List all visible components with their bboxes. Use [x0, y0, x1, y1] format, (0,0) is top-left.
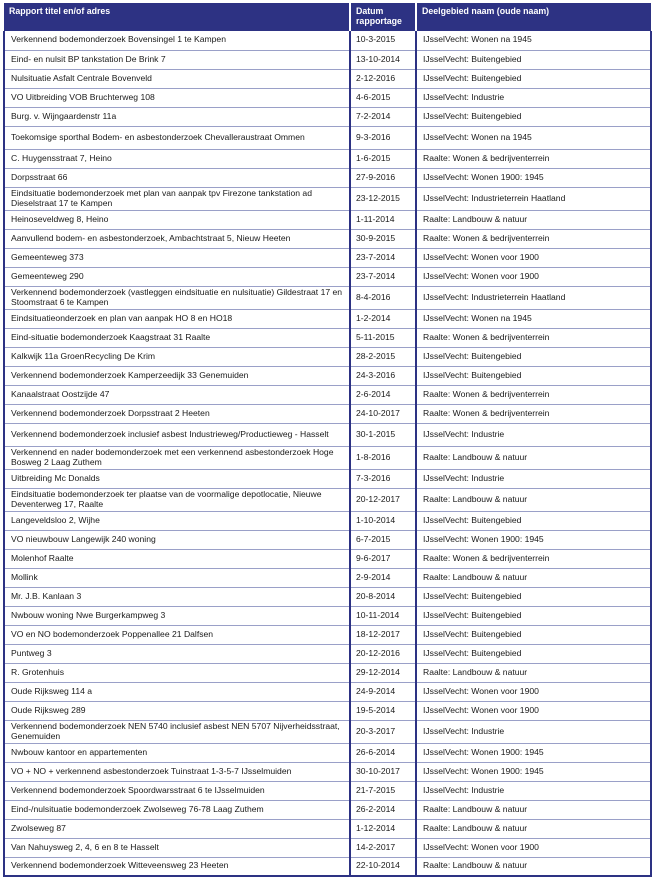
- table-row: [4, 385, 651, 404]
- subarea-cell: IJsselVecht: Industrieterrein Haatland: [416, 187, 651, 210]
- header-report-title: Rapport titel en/of adres: [4, 3, 350, 31]
- report-title-cell: Verkennend bodemonderzoek (vastleggen eindsituatie en nulsituatie) Gildestraat 17 en Stoomstraat 6 te Kampen: [4, 286, 350, 309]
- report-title-cell: Heinoseveldweg 8, Heino: [4, 210, 350, 229]
- report-title-cell: C. Huygensstraat 7, Heino: [4, 149, 350, 168]
- table-header: [4, 3, 651, 31]
- subarea-cell: IJsselVecht: Industrie: [416, 423, 651, 446]
- table-row: [4, 366, 651, 385]
- subarea-cell: IJsselVecht: Buitengebied: [416, 347, 651, 366]
- report-title-cell: Nulsituatie Asfalt Centrale Bovenveld: [4, 69, 350, 88]
- subarea-cell: IJsselVecht: Industrie: [416, 781, 651, 800]
- table-row: [4, 488, 651, 511]
- table-row: [4, 625, 651, 644]
- report-title-cell: Eindsituatie bodemonderzoek ter plaatse van de voormalige depotlocatie, Nieuwe Deventerweg 17, Raalte: [4, 488, 350, 511]
- subarea-cell: Raalte: Landbouw & natuur: [416, 488, 651, 511]
- report-title-cell: Verkennend bodemonderzoek Kamperzeedijk 33 Genemuiden: [4, 366, 350, 385]
- table-row: [4, 286, 651, 309]
- table-row: [4, 309, 651, 328]
- subarea-cell: Raalte: Wonen & bedrijventerrein: [416, 328, 651, 347]
- report-date-cell: 1-2-2014: [350, 309, 416, 328]
- table-row: [4, 857, 651, 876]
- table-row: [4, 469, 651, 488]
- table-row: [4, 762, 651, 781]
- subarea-cell: IJsselVecht: Industrieterrein Haatland: [416, 286, 651, 309]
- report-date-cell: 14-2-2017: [350, 838, 416, 857]
- header-row: [4, 3, 651, 31]
- table-row: [4, 819, 651, 838]
- table-row: [4, 328, 651, 347]
- table-row: [4, 682, 651, 701]
- subarea-cell: Raalte: Landbouw & natuur: [416, 800, 651, 819]
- subarea-cell: IJsselVecht: Buitengebied: [416, 511, 651, 530]
- table-row: [4, 549, 651, 568]
- report-date-cell: 20-8-2014: [350, 587, 416, 606]
- report-date-cell: 21-7-2015: [350, 781, 416, 800]
- table-row: [4, 838, 651, 857]
- report-title-cell: Verkennend bodemonderzoek Spoordwarsstraat 6 te IJsselmuiden: [4, 781, 350, 800]
- report-title-cell: Van Nahuysweg 2, 4, 6 en 8 te Hasselt: [4, 838, 350, 857]
- subarea-cell: Raalte: Wonen & bedrijventerrein: [416, 149, 651, 168]
- report-date-cell: 24-3-2016: [350, 366, 416, 385]
- report-date-cell: 2-12-2016: [350, 69, 416, 88]
- report-title-cell: Aanvullend bodem- en asbestonderzoek, Ambachtstraat 5, Nieuw Heeten: [4, 229, 350, 248]
- subarea-cell: IJsselVecht: Wonen voor 1900: [416, 701, 651, 720]
- table-row: [4, 701, 651, 720]
- report-title-cell: Verkennend bodemonderzoek Dorpsstraat 2 Heeten: [4, 404, 350, 423]
- report-date-cell: 13-10-2014: [350, 50, 416, 69]
- report-title-cell: Eindsituatie bodemonderzoek met plan van aanpak tpv Firezone tankstation ad Dieselstraat 17 te Kampen: [4, 187, 350, 210]
- report-title-cell: Eindsituatieonderzoek en plan van aanpak HO 8 en HO18: [4, 309, 350, 328]
- report-date-cell: 1-11-2014: [350, 210, 416, 229]
- table-row: [4, 781, 651, 800]
- table-row: [4, 347, 651, 366]
- report-date-cell: 6-7-2015: [350, 530, 416, 549]
- report-date-cell: 29-12-2014: [350, 663, 416, 682]
- report-title-cell: Puntweg 3: [4, 644, 350, 663]
- table-row: [4, 644, 651, 663]
- subarea-cell: IJsselVecht: Wonen na 1945: [416, 126, 651, 149]
- report-date-cell: 4-6-2015: [350, 88, 416, 107]
- subarea-cell: IJsselVecht: Buitengebied: [416, 107, 651, 126]
- report-date-cell: 30-1-2015: [350, 423, 416, 446]
- table-row: [4, 187, 651, 210]
- subarea-cell: IJsselVecht: Wonen voor 1900: [416, 838, 651, 857]
- table-row: [4, 404, 651, 423]
- subarea-cell: Raalte: Landbouw & natuur: [416, 210, 651, 229]
- subarea-cell: IJsselVecht: Buitengebied: [416, 69, 651, 88]
- report-date-cell: 7-3-2016: [350, 469, 416, 488]
- report-title-cell: VO Uitbreiding VOB Bruchterweg 108: [4, 88, 350, 107]
- report-date-cell: 1-6-2015: [350, 149, 416, 168]
- report-date-cell: 10-11-2014: [350, 606, 416, 625]
- subarea-cell: Raalte: Wonen & bedrijventerrein: [416, 404, 651, 423]
- subarea-cell: Raalte: Landbouw & natuur: [416, 819, 651, 838]
- report-title-cell: Kanaalstraat Oostzijde 47: [4, 385, 350, 404]
- report-date-cell: 30-9-2015: [350, 229, 416, 248]
- report-title-cell: R. Grotenhuis: [4, 663, 350, 682]
- subarea-cell: IJsselVecht: Industrie: [416, 720, 651, 743]
- table-body: [4, 31, 651, 876]
- report-title-cell: Verkennend bodemonderzoek inclusief asbest Industrieweg/Productieweg - Hasselt: [4, 423, 350, 446]
- subarea-cell: IJsselVecht: Wonen voor 1900: [416, 248, 651, 267]
- report-date-cell: 24-9-2014: [350, 682, 416, 701]
- subarea-cell: IJsselVecht: Wonen na 1945: [416, 31, 651, 50]
- report-date-cell: 24-10-2017: [350, 404, 416, 423]
- table-row: [4, 168, 651, 187]
- report-date-cell: 7-2-2014: [350, 107, 416, 126]
- report-title-cell: VO + NO + verkennend asbestonderzoek Tuinstraat 1-3-5-7 IJsselmuiden: [4, 762, 350, 781]
- report-date-cell: 9-3-2016: [350, 126, 416, 149]
- report-title-cell: Langeveldsloo 2, Wijhe: [4, 511, 350, 530]
- table-row: [4, 149, 651, 168]
- table-row: [4, 267, 651, 286]
- report-title-cell: Uitbreiding Mc Donalds: [4, 469, 350, 488]
- report-title-cell: Verkennend bodemonderzoek Bovensingel 1 te Kampen: [4, 31, 350, 50]
- table-row: [4, 568, 651, 587]
- header-report-date: Datum rapportage: [350, 3, 416, 31]
- subarea-cell: Raalte: Landbouw & natuur: [416, 568, 651, 587]
- subarea-cell: IJsselVecht: Wonen voor 1900: [416, 682, 651, 701]
- subarea-cell: IJsselVecht: Buitengebied: [416, 625, 651, 644]
- report-date-cell: 1-10-2014: [350, 511, 416, 530]
- table-row: [4, 248, 651, 267]
- report-title-cell: Verkennend bodemonderzoek Witteveensweg 23 Heeten: [4, 857, 350, 876]
- table-row: [4, 511, 651, 530]
- table-row: [4, 31, 651, 50]
- subarea-cell: IJsselVecht: Wonen 1900: 1945: [416, 168, 651, 187]
- subarea-cell: Raalte: Wonen & bedrijventerrein: [416, 549, 651, 568]
- subarea-cell: IJsselVecht: Buitengebied: [416, 606, 651, 625]
- report-date-cell: 26-6-2014: [350, 743, 416, 762]
- report-date-cell: 30-10-2017: [350, 762, 416, 781]
- report-title-cell: VO en NO bodemonderzoek Poppenallee 21 Dalfsen: [4, 625, 350, 644]
- report-date-cell: 23-7-2014: [350, 248, 416, 267]
- subarea-cell: Raalte: Wonen & bedrijventerrein: [416, 385, 651, 404]
- report-title-cell: Mr. J.B. Kanlaan 3: [4, 587, 350, 606]
- subarea-cell: IJsselVecht: Wonen na 1945: [416, 309, 651, 328]
- header-subarea-name: Deelgebied naam (oude naam): [422, 6, 550, 16]
- table-row: [4, 423, 651, 446]
- report-date-cell: 1-8-2016: [350, 446, 416, 469]
- table-row: [4, 800, 651, 819]
- table-row: [4, 229, 651, 248]
- report-date-cell: 9-6-2017: [350, 549, 416, 568]
- report-title-cell: Zwolseweg 87: [4, 819, 350, 838]
- report-date-cell: 1-12-2014: [350, 819, 416, 838]
- report-title-cell: Toekomsige sporthal Bodem- en asbestonderzoek Chevalleraustraat Ommen: [4, 126, 350, 149]
- report-title-cell: Nwbouw woning Nwe Burgerkampweg 3: [4, 606, 350, 625]
- report-title-cell: Eind-situatie bodemonderzoek Kaagstraat 31 Raalte: [4, 328, 350, 347]
- report-title-cell: Eind- en nulsit BP tankstation De Brink 7: [4, 50, 350, 69]
- table-row: [4, 720, 651, 743]
- subarea-cell: Raalte: Landbouw & natuur: [416, 446, 651, 469]
- report-title-cell: Burg. v. Wijngaardenstr 11a: [4, 107, 350, 126]
- table-row: [4, 88, 651, 107]
- table-row: [4, 50, 651, 69]
- report-date-cell: 2-6-2014: [350, 385, 416, 404]
- table-row: [4, 69, 651, 88]
- report-title-cell: Nwbouw kantoor en appartementen: [4, 743, 350, 762]
- report-date-cell: 5-11-2015: [350, 328, 416, 347]
- report-title-cell: Verkennend bodemonderzoek NEN 5740 inclusief asbest NEN 5707 Nijverheidsstraat, Genemuiden: [4, 720, 350, 743]
- subarea-cell: IJsselVecht: Wonen 1900: 1945: [416, 762, 651, 781]
- table-row: [4, 126, 651, 149]
- table-row: [4, 587, 651, 606]
- report-title-cell: Oude Rijksweg 114 a: [4, 682, 350, 701]
- subarea-cell: IJsselVecht: Buitengebied: [416, 587, 651, 606]
- report-date-cell: 20-12-2017: [350, 488, 416, 511]
- subarea-cell: Raalte: Wonen & bedrijventerrein: [416, 229, 651, 248]
- report-table: [3, 3, 652, 877]
- report-date-cell: 8-4-2016: [350, 286, 416, 309]
- table-row: [4, 530, 651, 549]
- report-date-cell: 2-9-2014: [350, 568, 416, 587]
- subarea-cell: IJsselVecht: Industrie: [416, 469, 651, 488]
- subarea-cell: IJsselVecht: Wonen 1900: 1945: [416, 530, 651, 549]
- table-row: [4, 743, 651, 762]
- report-title-cell: Molenhof Raalte: [4, 549, 350, 568]
- table-row: [4, 606, 651, 625]
- report-title-cell: VO nieuwbouw Langewijk 240 woning: [4, 530, 350, 549]
- report-date-cell: 23-7-2014: [350, 267, 416, 286]
- report-date-cell: 18-12-2017: [350, 625, 416, 644]
- subarea-cell: IJsselVecht: Buitengebied: [416, 50, 651, 69]
- report-title-cell: Mollink: [4, 568, 350, 587]
- report-title-cell: Kalkwijk 11a GroenRecycling De Krim: [4, 347, 350, 366]
- subarea-cell: IJsselVecht: Wonen 1900: 1945: [416, 743, 651, 762]
- report-title-cell: Eind-/nulsituatie bodemonderzoek Zwolseweg 76-78 Laag Zuthem: [4, 800, 350, 819]
- subarea-cell: IJsselVecht: Industrie: [416, 88, 651, 107]
- report-date-cell: 20-3-2017: [350, 720, 416, 743]
- report-title-cell: Oude Rijksweg 289: [4, 701, 350, 720]
- subarea-cell: IJsselVecht: Buitengebied: [416, 644, 651, 663]
- report-date-cell: 27-9-2016: [350, 168, 416, 187]
- report-date-cell: 28-2-2015: [350, 347, 416, 366]
- subarea-cell: IJsselVecht: Wonen voor 1900: [416, 267, 651, 286]
- report-date-cell: 19-5-2014: [350, 701, 416, 720]
- subarea-cell: Raalte: Landbouw & natuur: [416, 663, 651, 682]
- subarea-cell: Raalte: Landbouw & natuur: [416, 857, 651, 876]
- report-date-cell: 20-12-2016: [350, 644, 416, 663]
- report-title-cell: Gemeenteweg 290: [4, 267, 350, 286]
- report-date-cell: 26-2-2014: [350, 800, 416, 819]
- table-row: [4, 107, 651, 126]
- report-date-cell: 22-10-2014: [350, 857, 416, 876]
- table-row: [4, 210, 651, 229]
- report-title-cell: Verkennend en nader bodemonderzoek met een verkennend asbestonderzoek Hoge Bosweg 2 Laag Zuthem: [4, 446, 350, 469]
- subarea-cell: IJsselVecht: Buitengebied: [416, 366, 651, 385]
- table-row: [4, 663, 651, 682]
- report-date-cell: 23-12-2015: [350, 187, 416, 210]
- report-date-cell: 10-3-2015: [350, 31, 416, 50]
- report-title-cell: Gemeenteweg 373: [4, 248, 350, 267]
- table-row: [4, 446, 651, 469]
- report-title-cell: Dorpsstraat 66: [4, 168, 350, 187]
